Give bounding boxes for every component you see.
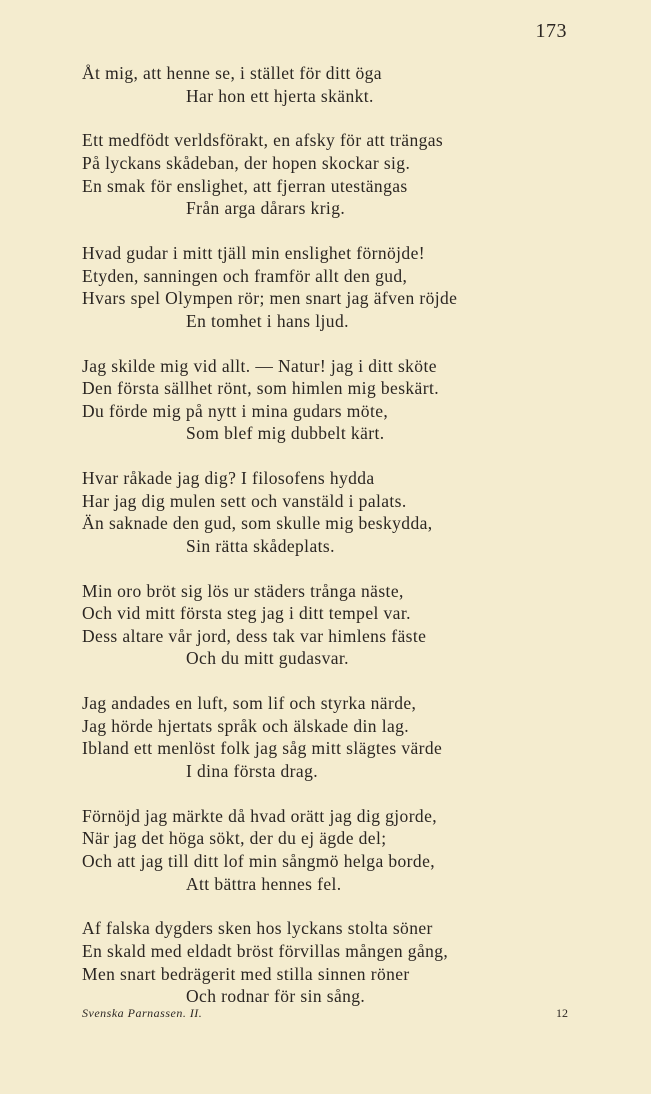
stanza [82, 692, 582, 782]
poem-line: Åt mig, att henne se, i stället för ditt öga [82, 63, 382, 83]
stanza [82, 242, 582, 332]
poem-line: En skald med eldadt bröst förvillas mången gång, [82, 940, 449, 961]
page-footer [82, 1006, 568, 1021]
poem-line: Men snart bedrägerit med stilla sinnen röner [82, 963, 410, 984]
poem-line: Än saknade den gud, som skulle mig beskydda, [82, 513, 433, 534]
poem-line: När jag det höga sökt, der du ej ägde del; [82, 828, 387, 849]
stanza [82, 580, 582, 670]
poem-line: Dess altare vår jord, dess tak var himlens fäste [82, 625, 427, 646]
sheet-number: 12 [556, 1006, 568, 1020]
poem-line: Min oro bröt sig lös ur städers trånga näste, [82, 580, 404, 601]
poem-line: Och rodnar för sin sång. [186, 986, 366, 1007]
poem-line: Har hon ett hjerta skänkt. [186, 85, 374, 106]
poem-line: Ett medfödt verldsförakt, en afsky för att trängas [82, 130, 444, 151]
poem-line: Jag andades en luft, som lif och styrka närde, [82, 693, 417, 714]
poem [82, 62, 582, 1030]
poem-line: Och att jag till ditt lof min sångmö helga borde, [82, 850, 436, 871]
poem-line: Har jag dig mulen sett och vanstäld i palats. [82, 490, 407, 511]
stanza [82, 917, 582, 1007]
stanza [82, 129, 582, 219]
poem-line: Och vid mitt första steg jag i ditt tempel var. [82, 603, 411, 624]
poem-line: Etyden, sanningen och framför allt den gud, [82, 265, 408, 286]
stanza [82, 805, 582, 895]
poem-line: I dina första drag. [186, 760, 318, 781]
stanza [82, 62, 582, 107]
poem-line: Jag skilde mig vid allt. — Natur! jag i ditt sköte [82, 355, 437, 376]
poem-line: Från arga dårars krig. [186, 198, 346, 219]
poem-line: Förnöjd jag märkte då hvad orätt jag dig gjorde, [82, 805, 438, 826]
poem-line: Du förde mig på nytt i mina gudars möte, [82, 400, 389, 421]
poem-line: Jag hörde hjertats språk och älskade din lag. [82, 715, 410, 736]
poem-line: Hvar råkade jag dig? I filosofens hydda [82, 468, 375, 489]
poem-line: Af falska dygders sken hos lyckans stolta söner [82, 918, 433, 939]
poem-line: Och du mitt gudasvar. [186, 648, 349, 669]
stanza [82, 355, 582, 445]
page-number: 173 [535, 20, 567, 42]
poem-line: Att bättra hennes fel. [186, 873, 342, 894]
poem-line: En smak för enslighet, att fjerran utestängas [82, 175, 408, 196]
poem-line: En tomhet i hans ljud. [186, 310, 349, 331]
poem-line: På lyckans skådeban, der hopen skockar sig. [82, 152, 411, 173]
poem-line: Ibland ett menlöst folk jag såg mitt slägtes värde [82, 738, 443, 759]
poem-line: Hvad gudar i mitt tjäll min enslighet förnöjde! [82, 242, 425, 263]
poem-line: Hvars spel Olympen rör; men snart jag äfven röjde [82, 288, 458, 309]
poem-line: Den första sällhet rönt, som himlen mig beskärt. [82, 378, 439, 399]
signature-mark: Svenska Parnassen. II. [82, 1006, 203, 1020]
stanza [82, 467, 582, 557]
poem-line: Sin rätta skådeplats. [186, 535, 335, 556]
poem-line: Som blef mig dubbelt kärt. [186, 423, 385, 444]
